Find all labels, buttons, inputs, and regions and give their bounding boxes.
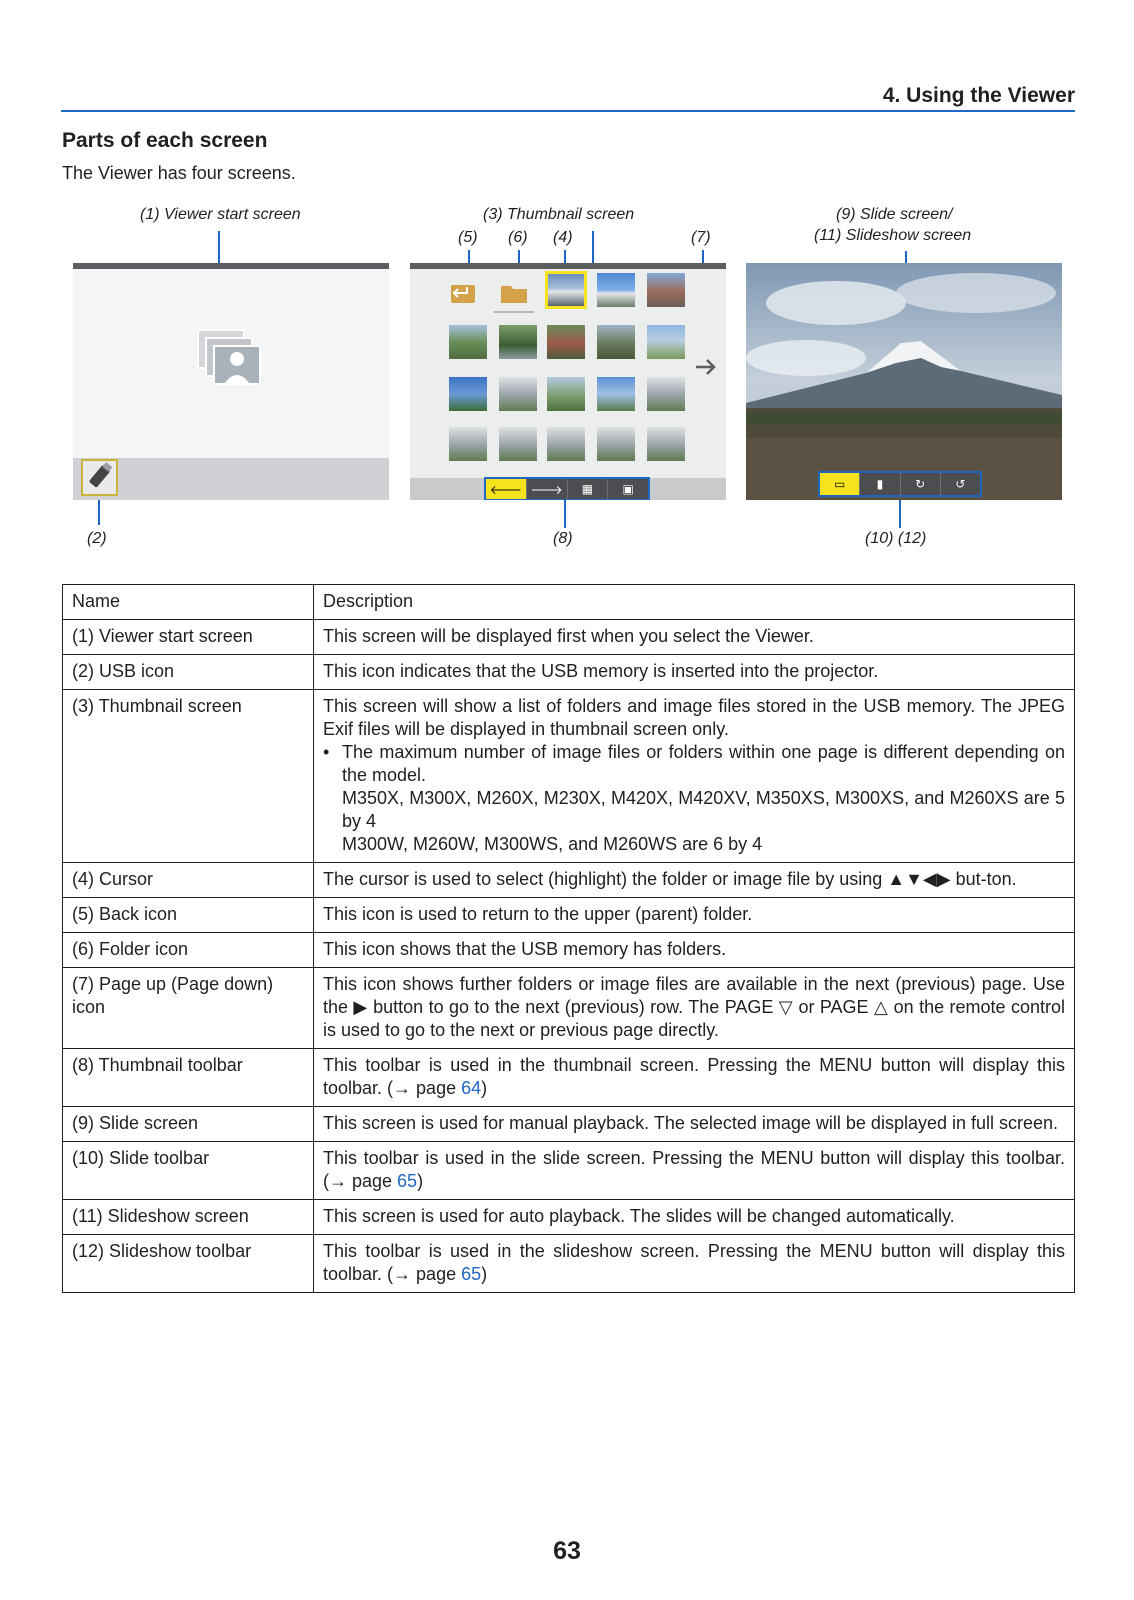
bullet-text: The maximum number of image files or folders within one page is different depending on the model. <box>342 742 1065 785</box>
toolbar-back-arrow-icon[interactable]: 🡐 <box>486 479 527 499</box>
bottom-bar <box>73 458 389 500</box>
table-row <box>63 1235 1075 1293</box>
row-description-text: This toolbar is used in the thumbnail screen. Pressing the MENU button will display this toolbar. (→ page <box>323 1055 1065 1098</box>
toolbar-slide-select-icon[interactable]: ▭ <box>820 473 860 495</box>
row-description <box>314 1142 1075 1200</box>
bullet-item <box>323 741 1065 787</box>
row-name: (6) Folder icon <box>63 933 314 968</box>
row-description: This icon indicates that the USB memory is inserted into the projector. <box>314 655 1075 690</box>
top-bar <box>73 263 389 269</box>
row-name: (9) Slide screen <box>63 1107 314 1142</box>
table-row <box>63 655 1075 690</box>
toolbar-play-icon[interactable]: ▮ <box>860 473 900 495</box>
row-description-suffix: ) <box>481 1264 488 1284</box>
models-line: M300W, M260W, M300WS, and M260WS are 6 by 4 <box>342 834 763 854</box>
thumbnail-image[interactable] <box>449 377 487 411</box>
row-description: This screen will be displayed first when you select the Viewer. <box>314 620 1075 655</box>
viewer-start-screen <box>73 263 389 500</box>
thumbnail-image[interactable] <box>547 325 585 359</box>
table-row <box>63 933 1075 968</box>
row-description-suffix: ) <box>481 1078 488 1098</box>
description-table <box>62 584 1075 1293</box>
table-row <box>63 1142 1075 1200</box>
toolbar-rotate-left-icon[interactable]: ↺ <box>955 477 966 491</box>
thumbnail-image[interactable] <box>449 325 487 359</box>
row-description: This icon is used to return to the upper (parent) folder. <box>314 898 1075 933</box>
bullet-dot: • <box>323 742 330 762</box>
table-row <box>63 1200 1075 1235</box>
models-line: M350X, M300X, M260X, M230X, M420X, M420XV, M350XS, M300XS, and M260XS are 5 by 4 <box>342 788 1065 831</box>
row-name: (7) Page up (Page down) icon <box>63 968 314 1049</box>
row-name: (4) Cursor <box>63 863 314 898</box>
toolbar-rotate-right-icon[interactable]: ↻ <box>901 473 941 495</box>
table-row <box>63 1049 1075 1107</box>
intro-text: The Viewer has four screens. <box>62 163 296 183</box>
row-description-text: This toolbar is used in the slideshow screen. Pressing the MENU button will display this toolbar. (→ page <box>323 1241 1065 1284</box>
page-link[interactable]: 64 <box>461 1078 482 1098</box>
header-name: Name <box>63 585 314 620</box>
row-description-text: This toolbar is used in the slide screen. Pressing the MENU button will display this toolbar. (→ page <box>323 1148 1065 1191</box>
row-description: The cursor is used to select (highlight) the folder or image file by using ▲▼◀▶ but-ton. <box>314 863 1075 898</box>
row-description: This screen is used for auto playback. The slides will be changed automatically. <box>314 1200 1075 1235</box>
row-description <box>314 1235 1075 1293</box>
row-description <box>314 1049 1075 1107</box>
mountain-photo <box>746 263 1062 500</box>
label-thumbnail-screen: (3) Thumbnail screen <box>483 206 635 223</box>
page-link[interactable]: 65 <box>397 1171 418 1191</box>
row-description-suffix: ) <box>417 1171 424 1191</box>
label-slide-screen: (9) Slide screen/ <box>836 206 953 223</box>
viewer-logo-icon <box>196 328 266 398</box>
thumbnail-image[interactable] <box>597 325 635 359</box>
row-description <box>314 690 1075 863</box>
label-slide-toolbar: (10) (12) <box>865 530 927 547</box>
label-back: (5) <box>458 229 478 246</box>
row-description: This screen is used for manual playback. The selected image will be displayed in full screen. <box>314 1107 1075 1142</box>
back-icon[interactable] <box>449 277 479 307</box>
thumbnail-image[interactable] <box>597 273 635 307</box>
header-description: Description <box>314 585 1075 620</box>
row-name: (12) Slideshow toolbar <box>63 1235 314 1293</box>
page-down-icon[interactable] <box>694 356 718 378</box>
page-link[interactable]: 65 <box>461 1264 482 1284</box>
thumbnail-image[interactable] <box>597 427 635 461</box>
table-row <box>63 620 1075 655</box>
thumbnail-image[interactable] <box>647 377 685 411</box>
page-number: 63 <box>553 1537 581 1565</box>
row-name: (1) Viewer start screen <box>63 620 314 655</box>
label-viewer-start: (1) Viewer start screen <box>140 206 301 223</box>
table-row <box>63 1107 1075 1142</box>
slide-screen <box>746 263 1062 500</box>
chapter-title: 4. Using the Viewer <box>882 84 1075 107</box>
row-name: (2) USB icon <box>63 655 314 690</box>
row-description-text: This screen will show a list of folders and image files stored in the USB memory. The JPEG Exif files will be displayed in thumbnail screen only. <box>323 696 1065 739</box>
slide-toolbar <box>818 471 982 497</box>
leader-slide-toolbar <box>899 500 901 528</box>
label-thumb-toolbar: (8) <box>553 530 573 547</box>
thumbnail-toolbar <box>484 477 650 500</box>
thumbnail-image[interactable] <box>449 427 487 461</box>
row-name: (8) Thumbnail toolbar <box>63 1049 314 1107</box>
label-usb: (2) <box>87 530 107 547</box>
folder-icon[interactable] <box>499 277 529 307</box>
leader-thumb-toolbar <box>564 500 566 528</box>
table-row <box>63 690 1075 863</box>
table-row <box>63 898 1075 933</box>
table-row <box>63 863 1075 898</box>
usb-icon[interactable] <box>81 459 118 496</box>
row-name: (5) Back icon <box>63 898 314 933</box>
table-row <box>63 968 1075 1049</box>
label-slideshow-screen: (11) Slideshow screen <box>814 227 972 244</box>
thumbnail-image[interactable] <box>647 273 685 307</box>
section-heading: Parts of each screen <box>62 129 268 152</box>
chapter-rule <box>61 110 1075 112</box>
thumbnail-image[interactable] <box>647 427 685 461</box>
label-cursor: (4) <box>553 229 573 246</box>
row-name: (10) Slide toolbar <box>63 1142 314 1200</box>
row-name: (3) Thumbnail screen <box>63 690 314 863</box>
toolbar-forward-arrow-icon[interactable]: 🡒 <box>527 479 568 499</box>
thumbnail-image[interactable] <box>547 427 585 461</box>
label-page: (7) <box>691 229 711 246</box>
row-description: This icon shows that the USB memory has folders. <box>314 933 1075 968</box>
thumbnail-image[interactable] <box>597 377 635 411</box>
thumbnail-image[interactable] <box>647 325 685 359</box>
folder-caption <box>494 311 534 313</box>
thumbnail-image[interactable] <box>547 377 585 411</box>
thumbnail-image[interactable] <box>499 377 537 411</box>
row-description: This icon shows further folders or image files are available in the next (previous) page. Use the ▶ button to go to the next (previous) row. The PAGE ▽ or PAGE △ on the remote control is used to go to the next or previous page directly. <box>314 968 1075 1049</box>
row-name: (11) Slideshow screen <box>63 1200 314 1235</box>
thumbnail-screen <box>410 263 726 500</box>
thumbnail-image[interactable] <box>499 427 537 461</box>
toolbar-grid-icon[interactable]: ▦ <box>568 479 609 499</box>
toolbar-slide-icon[interactable]: ▣ <box>622 482 634 496</box>
table-header-row <box>63 585 1075 620</box>
top-bar <box>410 263 726 269</box>
label-folder: (6) <box>508 229 528 246</box>
thumbnail-image[interactable] <box>499 325 537 359</box>
cursor-thumbnail[interactable] <box>545 271 587 309</box>
